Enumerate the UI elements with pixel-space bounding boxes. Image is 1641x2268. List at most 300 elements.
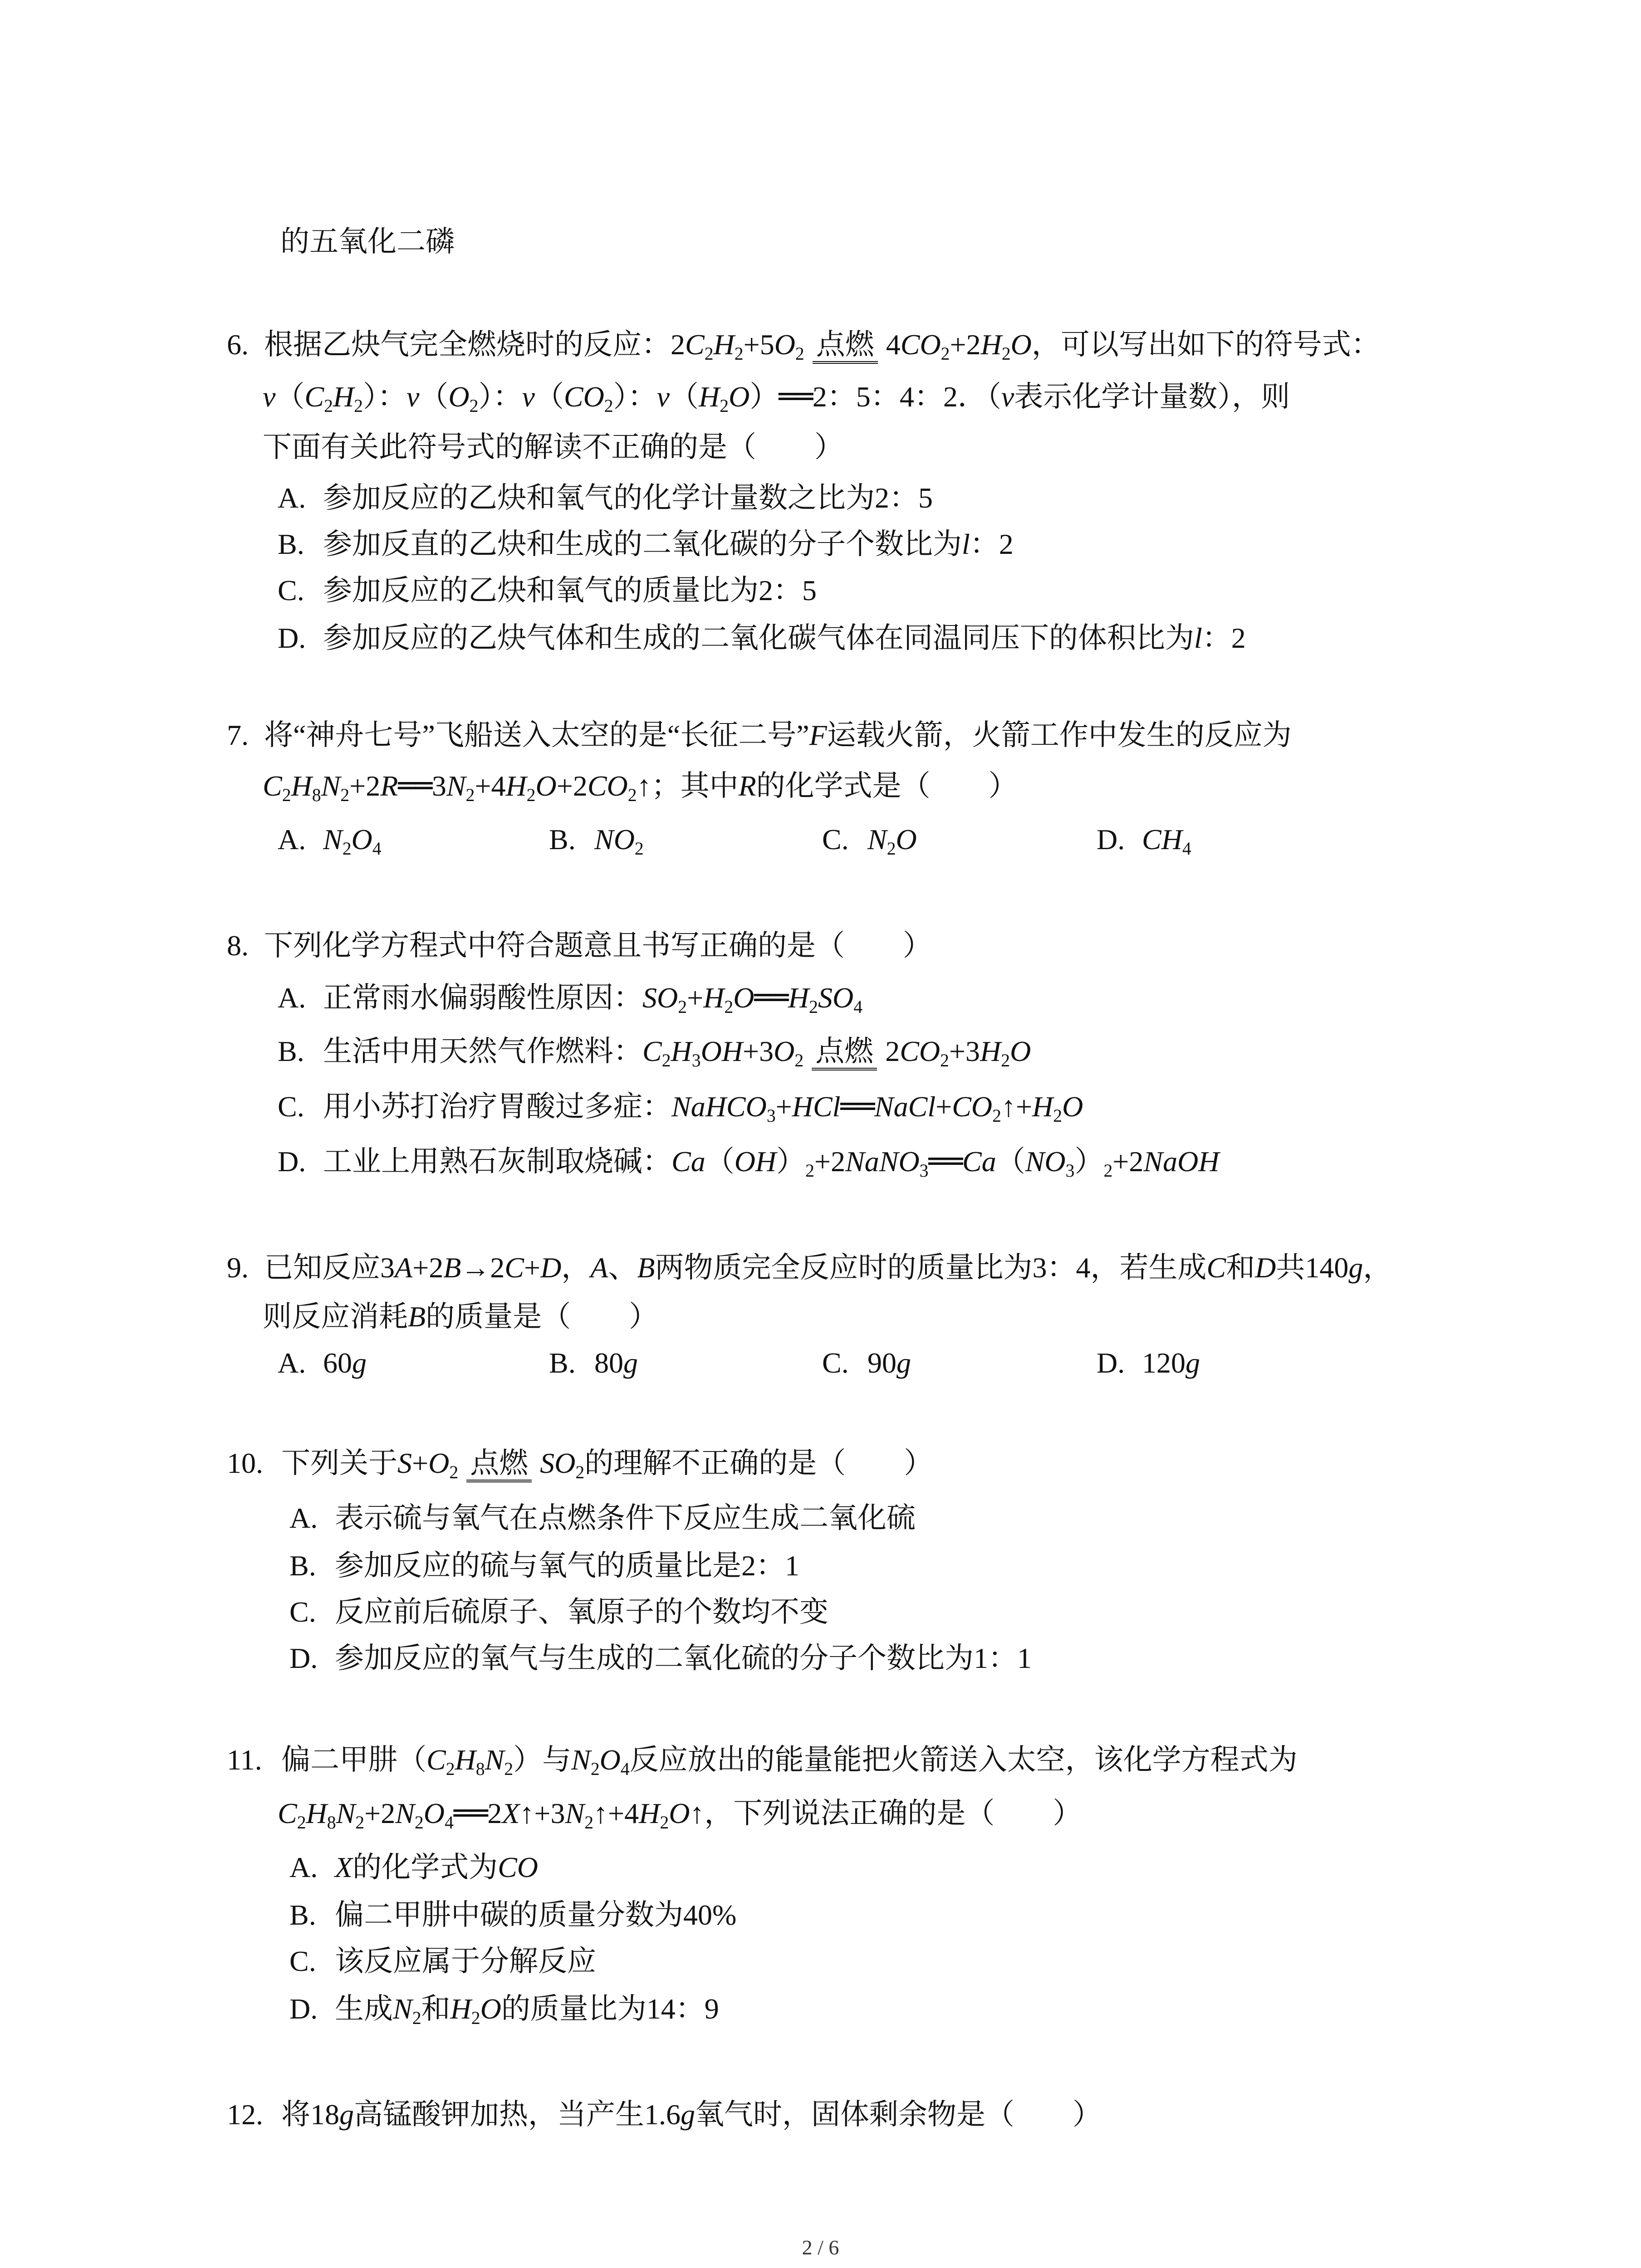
question-9-option-c — [822, 1345, 911, 1381]
text-run: ）： — [613, 381, 657, 413]
text-run: 生成 — [335, 1993, 393, 2025]
subscript: 2 — [660, 1812, 669, 1833]
text-run: +2 — [814, 1145, 846, 1178]
italic-run: l — [1194, 622, 1202, 654]
question-7-stem-line-1 — [227, 717, 1292, 753]
option-text — [323, 823, 382, 859]
text-run: +5 — [743, 328, 774, 361]
italic-run: H — [291, 770, 312, 802]
text-run: ）： — [363, 381, 407, 413]
text-run: 120 — [1142, 1347, 1185, 1379]
question-7-option-c — [822, 821, 917, 858]
italic-run: B — [637, 1251, 655, 1284]
italic-run: C — [304, 381, 324, 413]
option-label: D. — [289, 1642, 318, 1674]
italic-run: O — [896, 823, 917, 855]
italic-run: O — [774, 1035, 795, 1067]
italic-run: C — [426, 1744, 446, 1776]
subscript: 2 — [354, 396, 363, 416]
text-run: ↑+4 — [593, 1797, 639, 1829]
italic-run: H — [639, 1797, 660, 1829]
reaction-equals: ══ — [453, 1797, 488, 1830]
text-run: →2 — [461, 1251, 505, 1284]
subscript: 3 — [919, 1160, 929, 1181]
reaction-equals: ══ — [398, 769, 432, 803]
italic-run: OH — [734, 1145, 777, 1178]
text-run: （ — [419, 381, 449, 413]
option-label: B. — [549, 1347, 576, 1379]
italic-run: H — [713, 328, 735, 361]
text-run: 运载火箭，火箭工作中发生的反应为 — [827, 719, 1292, 751]
italic-run: X — [335, 1851, 353, 1883]
italic-run: N — [571, 1744, 591, 1776]
italic-run: O — [599, 1744, 621, 1776]
question-10-option-c — [289, 1594, 828, 1630]
italic-run: C — [1206, 1251, 1226, 1284]
italic-run: CO — [498, 1851, 538, 1883]
question-6-option-a — [278, 480, 933, 516]
subscript: 2 — [342, 838, 352, 859]
question-11-option-a — [289, 1849, 538, 1886]
subscript: 2 — [584, 1812, 594, 1833]
option-text — [335, 1945, 596, 1977]
text-run: + — [524, 1251, 541, 1284]
reaction-condition: 点燃 — [466, 1448, 532, 1482]
stem-text — [263, 1300, 658, 1333]
question-10-option-b — [289, 1548, 799, 1584]
question-6-stem-line-3 — [263, 429, 843, 465]
italic-run: Ca — [962, 1145, 996, 1178]
option-text — [1142, 823, 1191, 859]
option-label: D. — [289, 1993, 318, 2025]
text-run: +3 — [743, 1035, 774, 1067]
option-text — [323, 981, 863, 1017]
reaction-equals: ══ — [779, 380, 813, 414]
text-run: + — [412, 1447, 429, 1479]
option-text — [867, 823, 917, 859]
text-run: 两物质完全反应时的质量比为3：4，若生成 — [655, 1251, 1207, 1284]
subscript: 2 — [941, 343, 950, 364]
text-run: 正常雨水偏弱酸性原因： — [323, 982, 642, 1014]
option-label: A. — [278, 1347, 306, 1379]
reaction-condition: 点燃 — [813, 329, 878, 364]
text-run: ，可以写出如下的符号式： — [1031, 328, 1380, 361]
stem-text — [263, 769, 1018, 805]
italic-run: H — [980, 1035, 1001, 1067]
question-9-stem-line-1 — [227, 1250, 1392, 1286]
text-run: 参加反应的硫与氧气的质量比是2：1 — [335, 1549, 799, 1582]
subscript: 3 — [691, 1050, 701, 1070]
question-9-option-b — [549, 1345, 638, 1381]
option-text — [1142, 1347, 1200, 1379]
question-9-stem-line-2 — [263, 1299, 658, 1335]
italic-run: OH — [700, 1035, 743, 1067]
subscript: 2 — [704, 343, 714, 364]
stem-text — [264, 328, 1380, 364]
stem-text — [264, 929, 932, 962]
text-run: 表示硫与氧气在点燃条件下反应生成二氧化硫 — [335, 1502, 916, 1534]
question-10-stem-line-1 — [227, 1445, 933, 1481]
stem-text — [281, 2098, 1102, 2131]
question-number: 12. — [227, 2098, 263, 2131]
text-run: +2 — [364, 1797, 396, 1829]
text-run: （ — [705, 1145, 735, 1178]
subscript: 2 — [809, 997, 818, 1017]
question-7-stem-line-2 — [263, 768, 1018, 804]
option-text — [323, 574, 817, 606]
italic-run: v — [522, 381, 535, 413]
question-7-option-a — [278, 821, 382, 858]
text-run: + — [687, 982, 704, 1014]
italic-run: O — [733, 982, 754, 1014]
italic-run: g — [1185, 1347, 1200, 1379]
text-run: +2 — [556, 770, 588, 802]
text-run: ↑；其中 — [637, 770, 739, 802]
italic-run: N — [393, 1993, 412, 2025]
option-label: A. — [278, 823, 306, 855]
text-run: 下列关于 — [281, 1447, 397, 1479]
italic-run: CH — [1142, 823, 1182, 855]
subscript: 4 — [853, 997, 863, 1017]
option-text — [323, 482, 933, 514]
question-9-option-a — [278, 1345, 367, 1381]
text-run: +2 — [412, 1251, 444, 1284]
text-run: ） — [749, 381, 779, 413]
text-run: 偏二甲肼中碳的质量分数为40% — [335, 1899, 737, 1931]
italic-run: H — [703, 982, 725, 1014]
subscript: 2 — [887, 838, 896, 859]
subscript: 3 — [1065, 1160, 1075, 1181]
text-run: 已知反应3 — [264, 1251, 395, 1284]
subscript: 2 — [992, 1105, 1001, 1126]
italic-run: N — [321, 770, 341, 802]
text-run: ：2 — [970, 528, 1014, 560]
italic-run: N — [446, 770, 466, 802]
italic-run: O — [729, 381, 750, 413]
italic-run: v — [407, 381, 420, 413]
text-run: ） — [1074, 1145, 1104, 1178]
italic-run: g — [623, 1347, 638, 1379]
text-run: 生活中用天然气作燃料： — [323, 1035, 642, 1067]
text-run: 参加反直的乙炔和生成的二氧化碳的分子个数比为 — [323, 528, 962, 560]
subscript: 2 — [471, 2008, 480, 2028]
reaction-condition: 点燃 — [812, 1036, 877, 1070]
subscript: 4 — [620, 1759, 630, 1779]
italic-run: g — [339, 2098, 354, 2131]
text-run: 下列化学方程式中符合题意且书写正确的是（ ） — [264, 929, 932, 962]
text-run: 共140 — [1276, 1251, 1349, 1284]
italic-run: H — [455, 1744, 476, 1776]
option-label: B. — [278, 528, 304, 560]
text-run: ↑+ — [1001, 1090, 1033, 1123]
subscript: 2 — [805, 1160, 814, 1181]
option-label: A. — [278, 982, 306, 1014]
italic-run: N — [565, 1797, 585, 1829]
option-label: C. — [822, 823, 849, 855]
italic-run: NO — [1025, 1145, 1066, 1178]
stem-text — [281, 1447, 933, 1482]
question-6-stem-line-1 — [227, 327, 1380, 363]
text-run: +2 — [349, 770, 381, 802]
question-9-option-d — [1097, 1345, 1200, 1381]
option-text — [323, 1145, 1220, 1181]
text-run: 反应放出的能量能把火箭送入太空，该化学方程式为 — [629, 1744, 1298, 1776]
question-number: 9. — [227, 1251, 249, 1284]
option-label: C. — [278, 1090, 304, 1123]
question-6-option-d — [278, 620, 1246, 656]
subscript: 2 — [724, 997, 734, 1017]
option-label: C. — [289, 1596, 316, 1628]
text-run: （ — [670, 381, 699, 413]
text-run: 表示化学计量数），则 — [1014, 381, 1290, 413]
italic-run: O — [428, 1447, 450, 1479]
option-label: A. — [289, 1851, 318, 1883]
italic-run: N — [867, 823, 887, 855]
subscript: 2 — [634, 838, 644, 859]
option-text — [335, 1549, 799, 1582]
stem-text — [263, 431, 843, 463]
text-run: + — [936, 1090, 952, 1123]
italic-run: R — [738, 770, 756, 802]
subscript: 2 — [324, 396, 333, 416]
subscript: 3 — [766, 1105, 776, 1126]
option-label: B. — [549, 823, 576, 855]
subscript: 2 — [604, 396, 613, 416]
italic-run: C — [278, 1797, 297, 1829]
subscript: 2 — [282, 785, 291, 805]
reaction-equals: ══ — [754, 981, 788, 1015]
italic-run: C — [263, 770, 282, 802]
text-run: ↑+3 — [519, 1797, 565, 1829]
italic-run: C — [685, 328, 705, 361]
option-text — [335, 1899, 736, 1931]
text-run: ↑，下列说法正确的是（ ） — [690, 1797, 1082, 1829]
text-run: 4 — [886, 328, 901, 361]
text-run: 根据乙炔气完全燃烧时的反应：2 — [264, 328, 685, 361]
question-8-option-d — [278, 1144, 1220, 1180]
subscript: 2 — [940, 1050, 949, 1070]
italic-run: A — [590, 1251, 608, 1284]
stem-text — [264, 719, 1292, 751]
option-text — [323, 1347, 367, 1379]
subscript: 2 — [661, 1050, 671, 1070]
italic-run: N — [485, 1744, 505, 1776]
question-8-stem-line-1 — [227, 928, 932, 964]
italic-run: N — [323, 823, 343, 855]
question-7-option-d — [1097, 821, 1191, 858]
text-run: 2：5：4：2．（ — [812, 381, 1001, 413]
subscript: 2 — [465, 785, 475, 805]
option-label: B. — [289, 1549, 316, 1582]
italic-run: D — [1255, 1251, 1276, 1284]
italic-run: g — [1348, 1251, 1363, 1284]
carryover-text: 的五氧化二磷 — [280, 225, 455, 258]
italic-run: C — [642, 1035, 662, 1067]
italic-run: O — [423, 1797, 445, 1829]
option-text — [335, 1642, 1032, 1674]
text-run: 的化学式为 — [353, 1851, 498, 1883]
stem-text — [263, 380, 1290, 416]
option-text — [867, 1347, 911, 1379]
option-label: A. — [278, 482, 306, 514]
option-label: B. — [278, 1035, 304, 1067]
option-label: A. — [289, 1502, 318, 1534]
text-run: 用小苏打治疗胃酸过多症： — [323, 1090, 671, 1123]
option-text — [323, 528, 1014, 560]
question-6-option-c — [278, 572, 817, 609]
subscript: 2 — [1053, 1105, 1063, 1126]
subscript: 2 — [1001, 1050, 1010, 1070]
subscript: 2 — [734, 343, 744, 364]
italic-run: O — [480, 1993, 501, 2025]
text-run: 90 — [867, 1347, 896, 1379]
text-run: + — [775, 1090, 792, 1123]
question-7-option-b — [549, 821, 644, 858]
italic-run: A — [395, 1251, 413, 1284]
text-run: （ — [996, 1145, 1025, 1178]
subscript: 2 — [575, 1462, 585, 1482]
italic-run: Ca — [671, 1145, 705, 1178]
text-run: 氧气时，固体剩余物是（ ） — [695, 2098, 1102, 2131]
option-label: C. — [278, 574, 304, 606]
italic-run: O — [669, 1797, 690, 1829]
subscript: 2 — [469, 396, 479, 416]
italic-run: SO — [540, 1447, 576, 1479]
option-text — [594, 1347, 638, 1379]
option-text — [335, 1502, 916, 1534]
subscript: 2 — [795, 343, 804, 364]
subscript: 2 — [449, 1462, 459, 1482]
text-run: 偏二甲肼（ — [281, 1744, 426, 1776]
text-run: 将18 — [281, 2098, 339, 2131]
option-label: B. — [289, 1899, 316, 1931]
italic-run: CO — [952, 1090, 993, 1123]
text-run: （ — [275, 381, 305, 413]
question-number: 10. — [227, 1447, 263, 1479]
italic-run: X — [502, 1797, 520, 1829]
italic-run: CO — [563, 381, 604, 413]
italic-run: NaCl — [874, 1090, 936, 1123]
question-8-option-c — [278, 1089, 1083, 1125]
italic-run: v — [656, 381, 670, 413]
question-11-stem-line-1 — [227, 1742, 1298, 1778]
italic-run: g — [352, 1347, 367, 1379]
italic-run: R — [380, 770, 398, 802]
italic-run: O — [1010, 1035, 1031, 1067]
subscript: 2 — [412, 2008, 421, 2028]
text-run: 2 — [885, 1035, 900, 1067]
question-8-option-b — [278, 1033, 1031, 1070]
subscript: 2 — [355, 1812, 365, 1833]
text-run: +2 — [1112, 1145, 1144, 1178]
italic-run: NaNO — [845, 1145, 920, 1178]
text-run: 参加反应的乙炔气体和生成的二氧化碳气体在同温同压下的体积比为 — [323, 622, 1194, 654]
text-run: 2 — [487, 1797, 502, 1829]
italic-run: H — [788, 982, 809, 1014]
question-number: 11. — [227, 1744, 262, 1776]
text-run: 60 — [323, 1347, 352, 1379]
option-label: C. — [289, 1945, 316, 1977]
text-run: ）与 — [513, 1744, 572, 1776]
subscript: 2 — [720, 396, 729, 416]
subscript: 2 — [446, 1759, 455, 1779]
italic-run: D — [540, 1251, 562, 1284]
italic-run: B — [408, 1300, 426, 1333]
italic-run: O — [1062, 1090, 1083, 1123]
subscript: 4 — [444, 1812, 454, 1833]
italic-run: l — [962, 528, 970, 560]
subscript: 4 — [1182, 838, 1191, 859]
subscript: 2 — [297, 1812, 306, 1833]
text-run: ）： — [478, 381, 522, 413]
italic-run: N — [336, 1797, 356, 1829]
italic-run: O — [351, 823, 372, 855]
text-run: +3 — [949, 1035, 980, 1067]
italic-run: H — [980, 328, 1002, 361]
question-11-stem-line-2 — [278, 1795, 1082, 1832]
question-11-option-b — [289, 1897, 736, 1933]
option-label: D. — [1097, 1347, 1125, 1379]
text-run: 工业上用熟石灰制取烧碱： — [323, 1145, 671, 1178]
italic-run: H — [505, 770, 527, 802]
italic-run: H — [333, 381, 354, 413]
reaction-equals: ══ — [840, 1090, 874, 1124]
subscript: 8 — [475, 1759, 485, 1779]
subscript: 2 — [340, 785, 350, 805]
italic-run: CO — [900, 1035, 941, 1067]
subscript: 2 — [627, 785, 637, 805]
subscript: 2 — [414, 1812, 424, 1833]
reaction-equals: ══ — [928, 1145, 963, 1178]
text-run: 3 — [431, 770, 446, 802]
italic-run: SO — [818, 982, 854, 1014]
subscript: 2 — [526, 785, 536, 805]
text-run: 参加反应的乙炔和氧气的质量比为2：5 — [323, 574, 817, 606]
question-11-option-c — [289, 1943, 596, 1980]
italic-run: g — [896, 1347, 911, 1379]
italic-run: S — [397, 1447, 412, 1479]
question-6-stem-line-2 — [263, 379, 1290, 415]
page-number-footer: 2 / 6 — [802, 2236, 839, 2259]
option-text — [335, 1993, 719, 2028]
option-label: D. — [278, 622, 306, 654]
question-number: 7. — [227, 719, 249, 751]
subscript: 8 — [312, 785, 321, 805]
subscript: 2 — [504, 1759, 514, 1779]
stem-text — [278, 1797, 1082, 1833]
text-run: 的质量是（ ） — [426, 1300, 658, 1333]
italic-run: O — [1010, 328, 1032, 361]
text-run: ， — [1363, 1251, 1392, 1284]
question-number: 6. — [227, 328, 249, 361]
option-text — [323, 622, 1246, 654]
question-6-option-b — [278, 526, 1014, 562]
text-run: ） — [776, 1145, 806, 1178]
italic-run: H — [306, 1797, 327, 1829]
italic-run: g — [681, 2098, 695, 2131]
subscript: 2 — [590, 1759, 600, 1779]
subscript: 2 — [1001, 343, 1011, 364]
text-run: 和 — [421, 1993, 451, 2025]
italic-run: CO — [587, 770, 628, 802]
italic-run: NO — [594, 823, 635, 855]
italic-run: O — [535, 770, 557, 802]
italic-run: v — [263, 381, 276, 413]
question-11-option-d — [289, 1991, 719, 2027]
text-run: 反应前后硫原子、氧原子的个数均不变 — [335, 1596, 828, 1628]
question-8-option-a — [278, 980, 862, 1016]
text-run: 该反应属于分解反应 — [335, 1945, 596, 1977]
